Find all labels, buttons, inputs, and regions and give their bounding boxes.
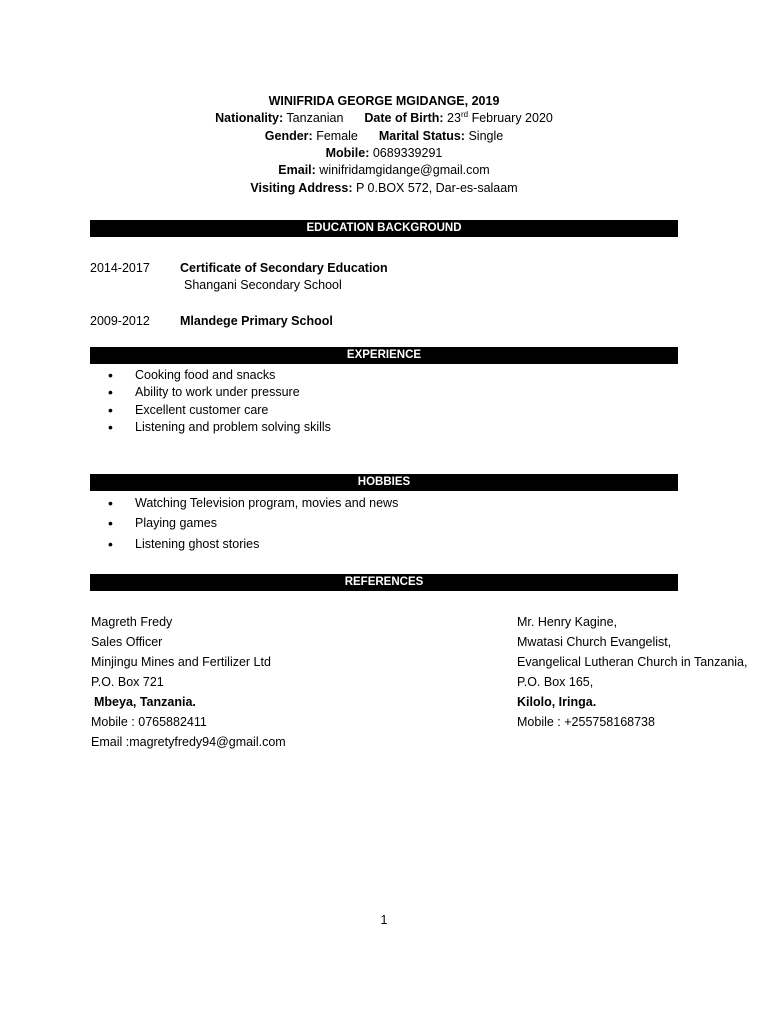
reference-mobile: Mobile : +255758168738 <box>517 715 655 729</box>
education-school: Shangani Secondary School <box>184 278 342 292</box>
experience-list <box>108 367 331 436</box>
section-heading-education: EDUCATION BACKGROUND <box>90 220 678 237</box>
email-line <box>0 162 768 179</box>
experience-item: • Ability to work under pressure <box>108 384 331 401</box>
hobbies-list <box>108 493 398 554</box>
reference-right <box>517 612 747 732</box>
marital-label: Marital Status: <box>378 129 465 143</box>
dob-rest: February 2020 <box>471 111 553 125</box>
email-value: winifridamgidange@gmail.com <box>319 163 490 177</box>
email-label: Email: <box>278 163 316 177</box>
education-years: 2014-2017 <box>90 261 150 275</box>
reference-position: Mwatasi Church Evangelist, <box>517 635 672 649</box>
education-title: Certificate of Secondary Education <box>180 261 388 275</box>
reference-location: Kilolo, Iringa. <box>517 695 597 709</box>
mobile-value: 0689339291 <box>372 146 443 160</box>
reference-box: P.O. Box 165, <box>517 675 594 689</box>
candidate-name: WINIFRIDA GEORGE MGIDANGE, 2019 <box>268 94 500 108</box>
reference-name: Mr. Henry Kagine, <box>517 615 618 629</box>
hobby-item: • Listening ghost stories <box>108 534 398 554</box>
reference-box: P.O. Box 721 <box>91 675 164 689</box>
address-value: P 0.BOX 572, Dar-es-salaam <box>355 181 518 195</box>
gender-label: Gender: <box>264 129 313 143</box>
reference-company: Evangelical Lutheran Church in Tanzania, <box>517 655 748 669</box>
hobby-item: • Watching Television program, movies and news <box>108 493 398 513</box>
marital-value: Single <box>468 129 504 143</box>
section-heading-hobbies: HOBBIES <box>90 474 678 491</box>
reference-company: Minjingu Mines and Fertilizer Ltd <box>91 655 271 669</box>
dob-day: 23 <box>447 111 461 125</box>
experience-item: • Listening and problem solving skills <box>108 419 331 436</box>
reference-location: Mbeya, Tanzania. <box>94 695 196 709</box>
dob-label: Date of Birth: <box>364 111 444 125</box>
nationality-dob-line <box>0 110 768 127</box>
nationality-label: Nationality: <box>215 111 284 125</box>
mobile-line <box>0 145 768 162</box>
experience-item: • Cooking food and snacks <box>108 367 331 384</box>
reference-position: Sales Officer <box>91 635 163 649</box>
reference-left <box>91 612 286 752</box>
experience-item: • Excellent customer care <box>108 402 331 419</box>
education-title: Mlandege Primary School <box>180 314 333 328</box>
mobile-label: Mobile: <box>325 146 370 160</box>
gender-value: Female <box>316 129 358 143</box>
gender-marital-line <box>0 128 768 145</box>
reference-email: Email :magretyfredy94@gmail.com <box>91 735 286 749</box>
reference-name: Magreth Fredy <box>91 615 173 629</box>
page-number: 1 <box>380 913 388 927</box>
section-heading-references: REFERENCES <box>90 574 678 591</box>
address-label: Visiting Address: <box>250 181 353 195</box>
section-heading-experience: EXPERIENCE <box>90 347 678 364</box>
hobby-item: • Playing games <box>108 513 398 533</box>
education-years: 2009-2012 <box>90 314 150 328</box>
address-line <box>0 180 768 197</box>
reference-mobile: Mobile : 0765882411 <box>91 715 207 729</box>
dob-suffix: rd <box>460 109 469 119</box>
nationality-value: Tanzanian <box>286 111 344 125</box>
